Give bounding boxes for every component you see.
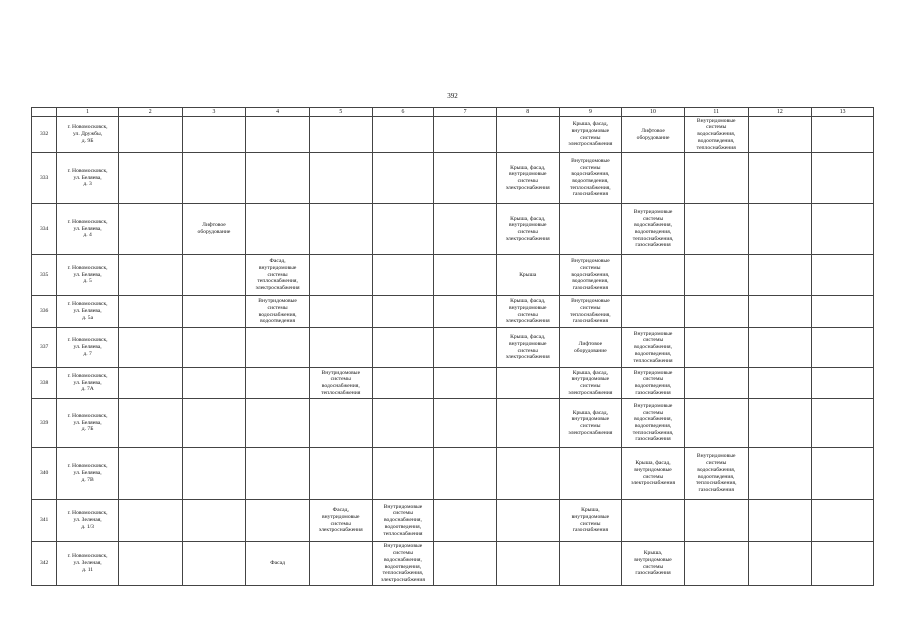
work-cell — [182, 448, 246, 500]
work-cell — [182, 117, 246, 153]
work-cell — [812, 204, 874, 255]
work-cell — [309, 153, 372, 204]
work-cell — [118, 542, 182, 586]
work-cell — [246, 117, 310, 153]
column-header: 13 — [812, 108, 874, 117]
work-cell — [309, 255, 372, 296]
column-header: 6 — [372, 108, 434, 117]
work-cell: Крыша, фасад, внутридомовые системы электроснабжения — [496, 153, 559, 204]
table-row — [32, 296, 874, 328]
table-row — [32, 399, 874, 448]
work-cell — [812, 500, 874, 542]
work-cell — [182, 296, 246, 328]
work-cell — [559, 542, 622, 586]
column-header: 10 — [622, 108, 685, 117]
work-cell — [434, 328, 497, 368]
work-cell — [118, 204, 182, 255]
work-cell — [118, 328, 182, 368]
work-cell: Внутридомовые системы водоснабжения, водоотведения, теплоснабжения, газоснабжения — [622, 204, 685, 255]
work-cell: Лифтовое оборудование — [622, 117, 685, 153]
work-cell: Внутридомовые системы водоснабжения, водоотведения, теплоснабжения — [622, 328, 685, 368]
work-cell — [496, 368, 559, 399]
work-cell: Крыша, фасад, внутридомовые системы электроснабжения — [559, 117, 622, 153]
work-cell — [496, 117, 559, 153]
column-header: 1 — [57, 108, 119, 117]
work-cell — [559, 204, 622, 255]
work-cell: Внутридомовые системы водоснабжения, теплоснабжения — [309, 368, 372, 399]
work-cell — [372, 448, 434, 500]
row-number-cell: 340 — [32, 448, 57, 500]
table-row — [32, 500, 874, 542]
work-cell — [309, 448, 372, 500]
work-cell: Крыша, внутридомовые системы газоснабжения — [559, 500, 622, 542]
column-header: 11 — [684, 108, 748, 117]
header-row — [32, 108, 874, 117]
work-cell — [182, 255, 246, 296]
address-cell: г. Новомосковск, ул. Беляева, д. 7А — [57, 368, 119, 399]
work-cell — [684, 153, 748, 204]
work-cell — [434, 500, 497, 542]
work-cell — [372, 368, 434, 399]
table-row — [32, 117, 874, 153]
work-cell — [748, 204, 812, 255]
work-cell: Крыша, фасад, внутридомовые системы электроснабжения — [496, 328, 559, 368]
repair-schedule-table — [31, 107, 874, 586]
work-cell — [684, 328, 748, 368]
work-cell: Крыша, фасад, внутридомовые системы электроснабжения — [622, 448, 685, 500]
work-cell — [118, 399, 182, 448]
work-cell — [182, 542, 246, 586]
work-cell: Внутридомовые системы водоснабжения, водоотведения — [246, 296, 310, 328]
row-number-cell: 333 — [32, 153, 57, 204]
work-cell — [372, 328, 434, 368]
address-cell: г. Новомосковск, ул. Зеленая, д. 11 — [57, 542, 119, 586]
work-cell — [559, 448, 622, 500]
work-cell — [118, 255, 182, 296]
work-cell — [246, 328, 310, 368]
table-row — [32, 542, 874, 586]
work-cell — [118, 448, 182, 500]
address-cell: г. Новомосковск, ул. Беляева, д. 5а — [57, 296, 119, 328]
work-cell — [372, 204, 434, 255]
work-cell — [372, 255, 434, 296]
address-cell: г. Новомосковск, ул. Дружбы, д. 9Б — [57, 117, 119, 153]
work-cell — [309, 204, 372, 255]
row-number-cell: 338 — [32, 368, 57, 399]
work-cell — [246, 153, 310, 204]
work-cell — [182, 153, 246, 204]
work-cell — [182, 368, 246, 399]
address-cell: г. Новомосковск, ул. Беляева, д. 3 — [57, 153, 119, 204]
table-body — [32, 117, 874, 586]
header-blank-cell — [32, 108, 57, 117]
work-cell — [182, 399, 246, 448]
work-cell: Внутридомовые системы водоснабжения, водоотведения, теплоснабжения, газоснабжения — [684, 448, 748, 500]
address-cell: г. Новомосковск, ул. Беляева, д. 7Б — [57, 399, 119, 448]
column-header: 8 — [496, 108, 559, 117]
work-cell — [434, 368, 497, 399]
page-number: 392 — [447, 92, 458, 100]
work-cell — [434, 204, 497, 255]
work-cell: Внутридомовые системы водоснабжения, водоотведения, теплоснабжения, газоснабжения — [559, 153, 622, 204]
row-number-cell: 332 — [32, 117, 57, 153]
work-cell — [684, 296, 748, 328]
work-cell — [684, 255, 748, 296]
work-cell — [748, 399, 812, 448]
work-cell: Внутридомовые системы водоснабжения, водоотведения, теплоснабжения — [372, 500, 434, 542]
work-cell: Фасад, внутридомовые системы теплоснабжения, электроснабжения — [246, 255, 310, 296]
address-cell: г. Новомосковск, ул. Беляева, д. 7В — [57, 448, 119, 500]
work-cell — [622, 296, 685, 328]
work-cell — [434, 296, 497, 328]
work-cell — [812, 399, 874, 448]
work-cell — [748, 500, 812, 542]
address-cell: г. Новомосковск, ул. Беляева, д. 7 — [57, 328, 119, 368]
work-cell — [812, 296, 874, 328]
work-cell — [118, 296, 182, 328]
column-header: 12 — [748, 108, 812, 117]
work-cell — [812, 448, 874, 500]
work-cell — [812, 117, 874, 153]
work-cell — [748, 368, 812, 399]
work-cell — [434, 153, 497, 204]
work-cell — [309, 542, 372, 586]
work-cell — [118, 500, 182, 542]
work-cell — [246, 448, 310, 500]
work-cell — [748, 117, 812, 153]
work-cell — [812, 328, 874, 368]
work-cell — [496, 500, 559, 542]
row-number-cell: 341 — [32, 500, 57, 542]
work-cell — [309, 399, 372, 448]
work-cell — [182, 328, 246, 368]
row-number-cell: 335 — [32, 255, 57, 296]
work-cell: Лифтовое оборудование — [559, 328, 622, 368]
work-cell — [496, 542, 559, 586]
work-cell: Внутридомовые системы водоснабжения, водоотведения, теплоснабжения — [684, 117, 748, 153]
column-header: 2 — [118, 108, 182, 117]
work-cell — [246, 399, 310, 448]
work-cell — [812, 368, 874, 399]
work-cell: Внутридомовые системы водоснабжения, водоотведения, теплоснабжения, газоснабжения — [622, 399, 685, 448]
work-cell: Крыша, внутридомовые системы газоснабжения — [622, 542, 685, 586]
work-cell — [622, 255, 685, 296]
row-number-cell: 334 — [32, 204, 57, 255]
work-cell: Крыша, фасад, внутридомовые системы электроснабжения — [559, 368, 622, 399]
table-row — [32, 204, 874, 255]
row-number-cell: 342 — [32, 542, 57, 586]
work-cell — [309, 328, 372, 368]
work-cell — [684, 399, 748, 448]
work-cell: Лифтовое оборудование — [182, 204, 246, 255]
work-cell — [309, 117, 372, 153]
row-number-cell: 339 — [32, 399, 57, 448]
work-cell — [434, 448, 497, 500]
row-number-cell: 337 — [32, 328, 57, 368]
work-cell — [496, 399, 559, 448]
work-cell: Крыша, фасад, внутридомовые системы электроснабжения — [559, 399, 622, 448]
work-cell — [434, 255, 497, 296]
work-cell — [246, 204, 310, 255]
work-cell — [246, 368, 310, 399]
work-cell — [118, 153, 182, 204]
work-cell: Фасад, внутридомовые системы электроснабжения — [309, 500, 372, 542]
address-cell: г. Новомосковск, ул. Беляева, д. 4 — [57, 204, 119, 255]
table-row — [32, 448, 874, 500]
work-cell — [812, 255, 874, 296]
work-cell — [684, 368, 748, 399]
work-cell: Крыша, фасад, внутридомовые системы электроснабжения — [496, 204, 559, 255]
work-cell — [182, 500, 246, 542]
work-cell: Внутридомовые системы водоснабжения, водоотведения, газоснабжения — [559, 255, 622, 296]
work-cell — [748, 296, 812, 328]
work-cell — [372, 399, 434, 448]
work-cell — [118, 117, 182, 153]
work-cell — [812, 542, 874, 586]
work-cell — [748, 328, 812, 368]
work-cell — [812, 153, 874, 204]
work-cell — [748, 153, 812, 204]
work-cell: Внутридомовые системы водоснабжения, водоотведения, теплоснабжения, электроснабжения — [372, 542, 434, 586]
work-cell — [748, 255, 812, 296]
work-cell — [622, 153, 685, 204]
column-header: 5 — [309, 108, 372, 117]
work-cell — [622, 500, 685, 542]
work-cell — [246, 500, 310, 542]
row-number-cell: 336 — [32, 296, 57, 328]
work-cell — [309, 296, 372, 328]
table-row — [32, 153, 874, 204]
work-cell — [434, 542, 497, 586]
work-cell — [372, 117, 434, 153]
work-cell — [684, 204, 748, 255]
column-header: 4 — [246, 108, 310, 117]
work-cell — [372, 153, 434, 204]
work-cell: Крыша — [496, 255, 559, 296]
work-cell — [748, 542, 812, 586]
work-cell: Фасад — [246, 542, 310, 586]
work-cell — [684, 500, 748, 542]
table-row — [32, 255, 874, 296]
work-cell: Внутридомовые системы теплоснабжения, газоснабжения — [559, 296, 622, 328]
work-cell — [748, 448, 812, 500]
column-header: 3 — [182, 108, 246, 117]
work-cell — [434, 117, 497, 153]
work-cell — [496, 448, 559, 500]
work-cell — [434, 399, 497, 448]
table-row — [32, 368, 874, 399]
work-cell — [118, 368, 182, 399]
address-cell: г. Новомосковск, ул. Зеленая, д. 1/3 — [57, 500, 119, 542]
work-cell — [372, 296, 434, 328]
column-header: 7 — [434, 108, 497, 117]
column-header: 9 — [559, 108, 622, 117]
work-cell: Внутридомовые системы водоотведения, газоснабжения — [622, 368, 685, 399]
work-cell: Крыша, фасад, внутридомовые системы электроснабжения — [496, 296, 559, 328]
address-cell: г. Новомосковск, ул. Беляева, д. 5 — [57, 255, 119, 296]
table-row — [32, 328, 874, 368]
work-cell — [684, 542, 748, 586]
